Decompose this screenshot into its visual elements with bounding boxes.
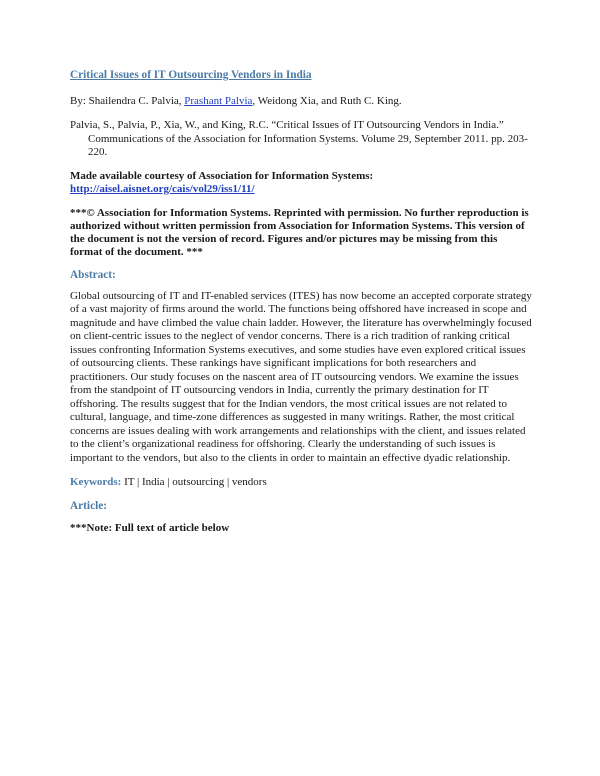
document-page [70,68,532,535]
abstract-text: Global outsourcing of IT and IT-enabled services (ITES) has now become an accepted corporate strategy of a vast majority of firms around the world. The functions being offshored have increased in scope and magnitude and have climbed the value chain ladder. However, the literature has overwhelmingly focused on client-centric issues to the neglect of vendor concerns. There is a rich tradition of ranking critical issues confronting Information Systems executives, and some studies have even explored critical issues of outsourcing clients. These rankings have significant implications for both researchers and practitioners. Our study focuses on the nascent area of IT outsourcing vendors. We examine the issues from the standpoint of IT outsourcing vendors in India, currently the primary destination for IT offshoring. The results suggest that for the Indian vendors, the most critical issues are not related to cultural, language, and time-zone differences as suggested in many writings. Rather, the most critical concerns are issues dealing with work arrangements and relationships with the client, and issues related to the client’s organizational readiness for offshoring. Clearly the understanding of such issues is important to the vendors, but also to the clients in order to maintain an effective dyadic relationship. [70,289,532,464]
authors-prefix: By: Shailendra C. Palvia, [70,95,182,107]
authors-suffix: , Weidong Xia, and Ruth C. King. [252,95,402,107]
copyright-notice: ***© Association for Information Systems. Reprinted with permission. No further reproduction is authorized without written permission from Association for Information Systems. This version of the document is not the version of record. Figures and/or pictures may be missing from this format of the document. *** [70,206,529,258]
article-heading: Article: [70,500,108,512]
full-text-note: ***Note: Full text of article below [70,522,230,534]
document-title-link[interactable]: Critical Issues of IT Outsourcing Vendors in India [70,69,312,81]
author-link-prashant-palvia[interactable]: Prashant Palvia [184,95,253,107]
courtesy-text: Made available courtesy of Association for Information Systems: [70,169,374,182]
keywords-list: IT | India | outsourcing | vendors [121,476,267,488]
courtesy-block [70,170,532,196]
keywords-line [70,475,532,489]
source-url-link[interactable]: http://aisel.aisnet.org/cais/vol29/iss1/11/ [70,182,255,195]
abstract-heading: Abstract: [70,268,116,281]
citation: Palvia, S., Palvia, P., Xia, W., and King, R.C. “Critical Issues of IT Outsourcing Vendors in India.” Communications of the Association for Information Systems. Volume 29, September 2011. pp. 203-220. [70,119,528,158]
keywords-label: Keywords: [70,476,122,488]
authors-line [70,94,532,108]
